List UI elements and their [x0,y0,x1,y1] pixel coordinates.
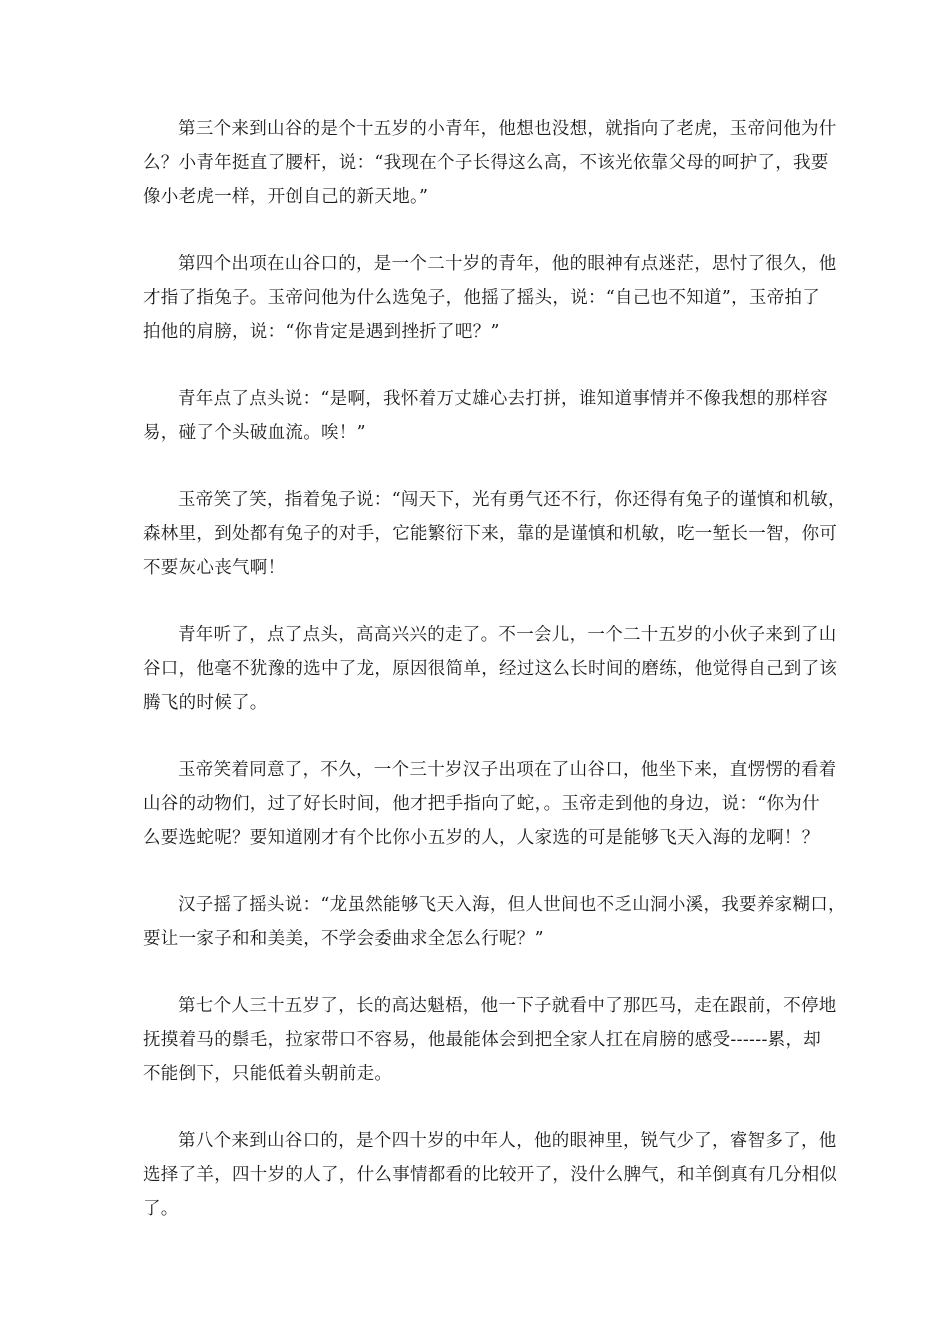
text-line: 第七个人三十五岁了，长的高达魁梧，他一下子就看中了那匹马，走在跟前，不停地 [178,996,837,1016]
document-body [143,112,846,1259]
paragraph-1 [143,112,837,214]
paragraph-8 [143,989,837,1091]
text-line: 玉帝笑着同意了，不久，一个三十岁汉子出项在了山谷口，他坐下来，直愣愣的看着 [178,760,837,780]
text-line: 玉帝笑了笑，指着兔子说：“闯天下，光有勇气还不行，你还得有兔子的谨慎和机敏， [178,490,846,510]
text-line: 青年听了，点了点头，高高兴兴的走了。不一会儿，一个二十五岁的小伙子来到了山 [178,625,837,645]
text-line: 不能倒下，只能低着头朝前走。 [143,1064,393,1084]
paragraph-6 [143,753,837,855]
paragraph-5 [143,618,838,720]
paragraph-7 [143,888,846,956]
text-line: 了。 [143,1199,179,1219]
text-line: 第三个来到山谷的是个十五岁的小青年，他想也没想，就指向了老虎，玉帝问他为什 [178,119,837,139]
text-line: 像小老虎一样，开创自己的新天地。” [143,187,429,207]
paragraph-2 [143,247,837,349]
text-line: 易，碰了个头破血流。唉！” [143,423,366,443]
text-line: 青年点了点头说：“是啊，我怀着万丈雄心去打拼，谁知道事情并不像我想的那样容 [178,389,829,409]
text-line: 才指了指兔子。玉帝问他为什么选兔子，他摇了摇头，说：“自己也不知道”，玉帝拍了 [143,288,821,308]
paragraph-4 [143,483,846,585]
text-line: 么要选蛇呢？要知道刚才有个比你小五岁的人，人家选的可是能够飞天入海的龙啊！？ [143,828,820,848]
paragraph-3 [143,382,829,450]
text-line: 谷口，他毫不犹豫的选中了龙，原因很简单，经过这么长时间的磨练，他觉得自己到了该 [143,659,838,679]
text-line: 抚摸着马的鬃毛，拉家带口不容易，他最能体会到把全家人扛在肩膀的感受------累，却 [143,1030,822,1050]
text-line: 汉子摇了摇头说：“龙虽然能够飞天入海，但人世间也不乏山洞小溪，我要养家糊口， [178,895,846,915]
text-line: 第四个出项在山谷口的，是一个二十岁的青年，他的眼神有点迷茫，思忖了很久，他 [178,254,837,274]
text-line: 第八个来到山谷口的，是个四十岁的中年人，他的眼神里，锐气少了，睿智多了，他 [178,1131,837,1151]
text-line: 不要灰心丧气啊！ [143,558,286,578]
text-line: 腾飞的时候了。 [143,693,268,713]
text-line: 么？小青年挺直了腰杆，说：“我现在个子长得这么高，不该光依靠父母的呵护了，我要 [143,153,829,173]
text-line: 选择了羊，四十岁的人了，什么事情都看的比较开了，没什么脾气，和羊倒真有几分相似 [143,1165,838,1185]
text-line: 拍他的肩膀，说：“你肯定是遇到挫折了吧？” [143,322,500,342]
paragraph-9 [143,1124,838,1226]
text-line: 山谷的动物们，过了好长时间，他才把手指向了蛇，。玉帝走到他的身边，说：“你为什 [143,794,820,814]
text-line: 森林里，到处都有兔子的对手，它能繁衍下来，靠的是谨慎和机敏，吃一堑长一智，你可 [143,524,838,544]
text-line: 要让一家子和和美美，不学会委曲求全怎么行呢？” [143,929,544,949]
